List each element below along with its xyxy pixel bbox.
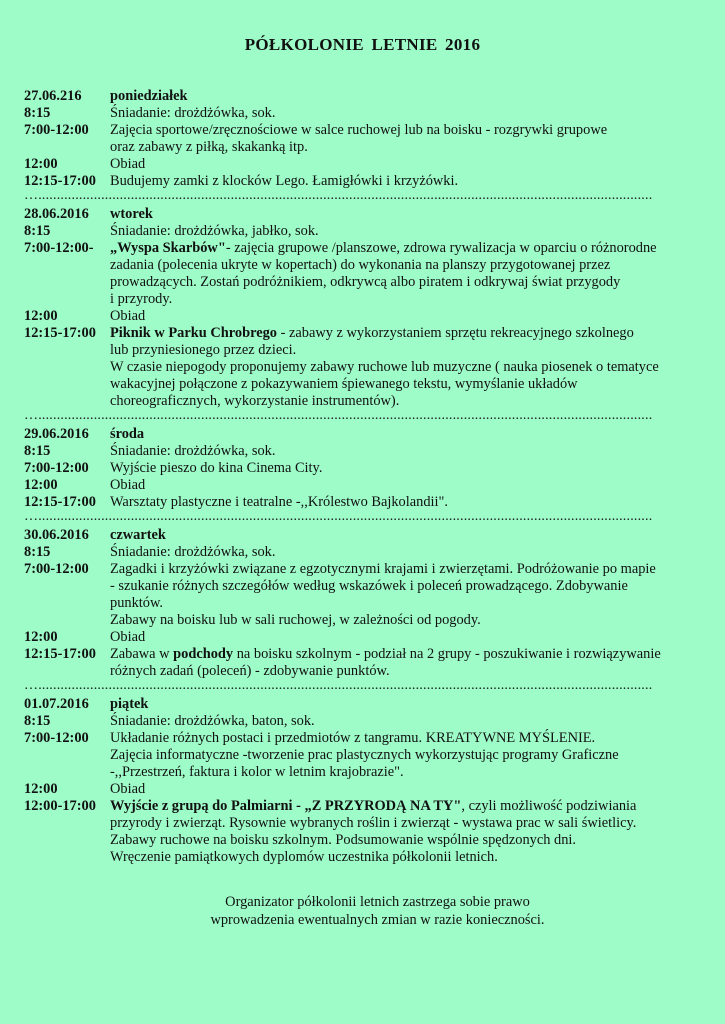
row-description — [110, 730, 692, 781]
row-time: 8:15 — [24, 105, 51, 121]
description-line — [110, 713, 692, 730]
day-header — [24, 206, 692, 223]
footer-line: Organizator półkolonii letnich zastrzega sobie prawo — [225, 894, 530, 910]
day-block — [24, 696, 692, 866]
page-title: PÓŁKOLONIE LETNIE 2016 — [244, 35, 481, 54]
day-weekday: piątek — [110, 696, 149, 712]
row-time: 12:15-17:00 — [24, 494, 96, 510]
day-date: 30.06.2016 — [24, 527, 89, 543]
schedule-row — [24, 223, 692, 240]
description-bold-lead: Piknik w Parku Chrobrego — [110, 325, 277, 341]
description-line — [110, 156, 692, 173]
schedule-row — [24, 561, 692, 629]
dotted-separator: …...................................................................................................................................................................... — [24, 513, 653, 524]
schedule-row — [24, 460, 692, 477]
description-text: Obiad — [110, 477, 146, 493]
row-time: 8:15 — [24, 443, 51, 459]
description-line: zadania (polecenia ukryte w kopertach) do wykonania na planszy przygotowanej przez — [110, 257, 611, 273]
row-description — [110, 460, 692, 477]
schedule-row — [24, 173, 692, 190]
row-description — [110, 544, 692, 561]
row-time: 7:00-12:00- — [24, 240, 94, 256]
dotted-separator: …...................................................................................................................................................................... — [24, 682, 653, 693]
description-line: oraz zabawy z piłką, skakanką itp. — [110, 139, 308, 155]
day-date: 28.06.2016 — [24, 206, 89, 222]
description-line: W czasie niepogody proponujemy zabawy ruchowe lub muzyczne ( nauka piosenek o tematyce — [110, 359, 659, 375]
day-date: 29.06.2016 — [24, 426, 89, 442]
row-description — [110, 713, 692, 730]
days-list — [24, 88, 692, 866]
description-text: na boisku szkolnym - podział na 2 grupy - poszukiwanie i rozwiązywanie — [233, 646, 661, 662]
description-line — [110, 629, 692, 646]
description-line: i przyrody. — [110, 291, 173, 307]
day-block — [24, 527, 692, 680]
description-line — [110, 460, 692, 477]
description-line — [110, 494, 692, 511]
description-text: , czyli możliwość podziwiania — [461, 798, 637, 814]
description-text: Śniadanie: drożdżówka, sok. — [110, 443, 276, 459]
footer-note — [0, 893, 725, 929]
description-line: prowadzących. Zostań podróżnikiem, odkrywcą albo piratem i odkrywaj świat przygody — [110, 274, 621, 290]
day-weekday: czwartek — [110, 527, 166, 543]
day-block — [24, 206, 692, 410]
row-time: 12:00 — [24, 781, 58, 797]
row-description — [110, 477, 692, 494]
schedule-row — [24, 713, 692, 730]
description-line — [110, 223, 692, 240]
description-line: Zabawy na boisku lub w sali ruchowej, w zależności od pogody. — [110, 612, 481, 628]
description-bold: podchody — [173, 646, 234, 662]
description-text: Śniadanie: drożdżówka, sok. — [110, 544, 276, 560]
row-time: 8:15 — [24, 713, 51, 729]
row-description — [110, 629, 692, 646]
row-time: 8:15 — [24, 223, 51, 239]
schedule-row — [24, 781, 692, 798]
description-line: wakacyjnej połączone z pokazywaniem śpiewanego tekstu, wymyślanie układów — [110, 376, 578, 392]
day-header — [24, 88, 692, 105]
row-description — [110, 443, 692, 460]
row-description — [110, 646, 692, 680]
description-line: Wręczenie pamiątkowych dyplomów uczestnika półkolonii letnich. — [110, 849, 498, 865]
schedule-row — [24, 798, 692, 866]
day-block — [24, 88, 692, 190]
description-line: punktów. — [110, 595, 164, 611]
row-description — [110, 105, 692, 122]
schedule-row — [24, 544, 692, 561]
description-line: choreograficznych, wykorzystanie instrumentów). — [110, 393, 400, 409]
day-block — [24, 426, 692, 511]
description-line — [110, 443, 692, 460]
row-description — [110, 798, 692, 866]
dotted-separator: …...................................................................................................................................................................... — [24, 412, 653, 423]
day-weekday: poniedziałek — [110, 88, 188, 104]
description-line — [110, 781, 692, 798]
description-line — [110, 122, 692, 139]
description-text: Obiad — [110, 156, 146, 172]
schedule-row — [24, 308, 692, 325]
schedule-row — [24, 494, 692, 511]
description-text: Zagadki i krzyżówki związane z egzotycznymi krajami i zwierzętami. Podróżowanie po mapie — [110, 561, 656, 577]
row-time: 12:00 — [24, 156, 58, 172]
row-time: 12:00-17:00 — [24, 798, 96, 814]
day-weekday: środa — [110, 426, 145, 442]
description-line: -,,Przestrzeń, faktura i kolor w letnim krajobrazie". — [110, 764, 404, 780]
schedule-row — [24, 730, 692, 781]
description-line: - szukanie różnych szczegółów według wskazówek i poleceń prowadzącego. Zdobywanie — [110, 578, 628, 594]
schedule-row — [24, 240, 692, 308]
row-description — [110, 156, 692, 173]
row-description — [110, 173, 692, 190]
footer-line: wprowadzenia ewentualnych zmian w razie konieczności. — [210, 912, 545, 928]
row-time: 12:00 — [24, 308, 58, 324]
description-line — [110, 561, 692, 578]
row-description — [110, 223, 692, 240]
row-description — [110, 781, 692, 798]
schedule-row — [24, 629, 692, 646]
description-text: Obiad — [110, 629, 146, 645]
description-text: Zajęcia sportowe/zręcznościowe w salce ruchowej lub na boisku - rozgrywki grupowe — [110, 122, 608, 138]
description-text: Obiad — [110, 781, 146, 797]
day-header — [24, 527, 692, 544]
day-date: 27.06.216 — [24, 88, 82, 104]
description-pre: Zabawa w — [110, 646, 174, 662]
schedule-row — [24, 646, 692, 680]
schedule-row — [24, 105, 692, 122]
row-description — [110, 494, 692, 511]
description-text: Śniadanie: drożdżówka, sok. — [110, 105, 276, 121]
row-time: 8:15 — [24, 544, 51, 560]
description-bold-lead: „Wyspa Skarbów" — [110, 240, 226, 256]
day-header — [24, 426, 692, 443]
description-line — [110, 105, 692, 122]
description-line — [110, 308, 692, 325]
description-text: Wyjście pieszo do kina Cinema City. — [110, 460, 323, 476]
description-line — [110, 173, 692, 190]
schedule-row — [24, 122, 692, 156]
description-line: Zabawy ruchowe na boisku szkolnym. Podsumowanie wspólnie spędzonych dni. — [110, 832, 577, 848]
row-time: 12:15-17:00 — [24, 173, 96, 189]
row-description — [110, 561, 692, 629]
description-line — [110, 544, 692, 561]
row-description — [110, 122, 692, 156]
description-text: Śniadanie: drożdżówka, baton, sok. — [110, 713, 315, 729]
row-description — [110, 240, 692, 308]
row-time: 7:00-12:00 — [24, 122, 89, 138]
schedule-row — [24, 443, 692, 460]
row-time: 7:00-12:00 — [24, 561, 89, 577]
description-text: Śniadanie: drożdżówka, jabłko, sok. — [110, 223, 319, 239]
dotted-separator: …...................................................................................................................................................................... — [24, 192, 653, 203]
schedule-row — [24, 156, 692, 173]
description-text: Obiad — [110, 308, 146, 324]
description-line — [110, 730, 692, 747]
description-line: przyrody i zwierząt. Rysownie wybranych roślin i zwierząt - wystawa prac w sali świetlicy. — [110, 815, 637, 831]
row-time: 7:00-12:00 — [24, 460, 89, 476]
row-time: 12:00 — [24, 629, 58, 645]
description-text: Układanie różnych postaci i przedmiotów z tangramu. KREATYWNE MYŚLENIE. — [110, 730, 596, 746]
description-line — [110, 798, 692, 815]
row-description — [110, 325, 692, 410]
description-line — [110, 240, 692, 257]
day-weekday: wtorek — [110, 206, 153, 222]
row-description — [110, 308, 692, 325]
schedule-row — [24, 325, 692, 410]
description-line — [110, 477, 692, 494]
description-bold-lead: Wyjście z grupą do Palmiarni - „Z PRZYRODĄ NA TY" — [110, 798, 462, 814]
description-line — [110, 325, 692, 342]
description-text: Warsztaty plastyczne i teatralne -,,Królestwo Bajkolandii". — [110, 494, 448, 510]
description-line — [110, 646, 692, 663]
description-line: Zajęcia informatyczne -tworzenie prac plastycznych wykorzystując programy Graficzne — [110, 747, 619, 763]
day-date: 01.07.2016 — [24, 696, 89, 712]
description-text: Budujemy zamki z klocków Lego. Łamigłówki i krzyżówki. — [110, 173, 459, 189]
row-time: 12:15-17:00 — [24, 325, 96, 341]
row-time: 12:00 — [24, 477, 58, 493]
description-line: lub przyniesionego przez dzieci. — [110, 342, 297, 358]
row-time: 12:15-17:00 — [24, 646, 96, 662]
day-header — [24, 696, 692, 713]
description-text: - zajęcia grupowe /planszowe, zdrowa rywalizacja w oparciu o różnorodne — [225, 240, 657, 256]
description-text: - zabawy z wykorzystaniem sprzętu rekreacyjnego szkolnego — [277, 325, 634, 341]
schedule-row — [24, 477, 692, 494]
description-line: różnych zadań (poleceń) - zdobywanie punktów. — [110, 663, 390, 679]
row-time: 7:00-12:00 — [24, 730, 89, 746]
